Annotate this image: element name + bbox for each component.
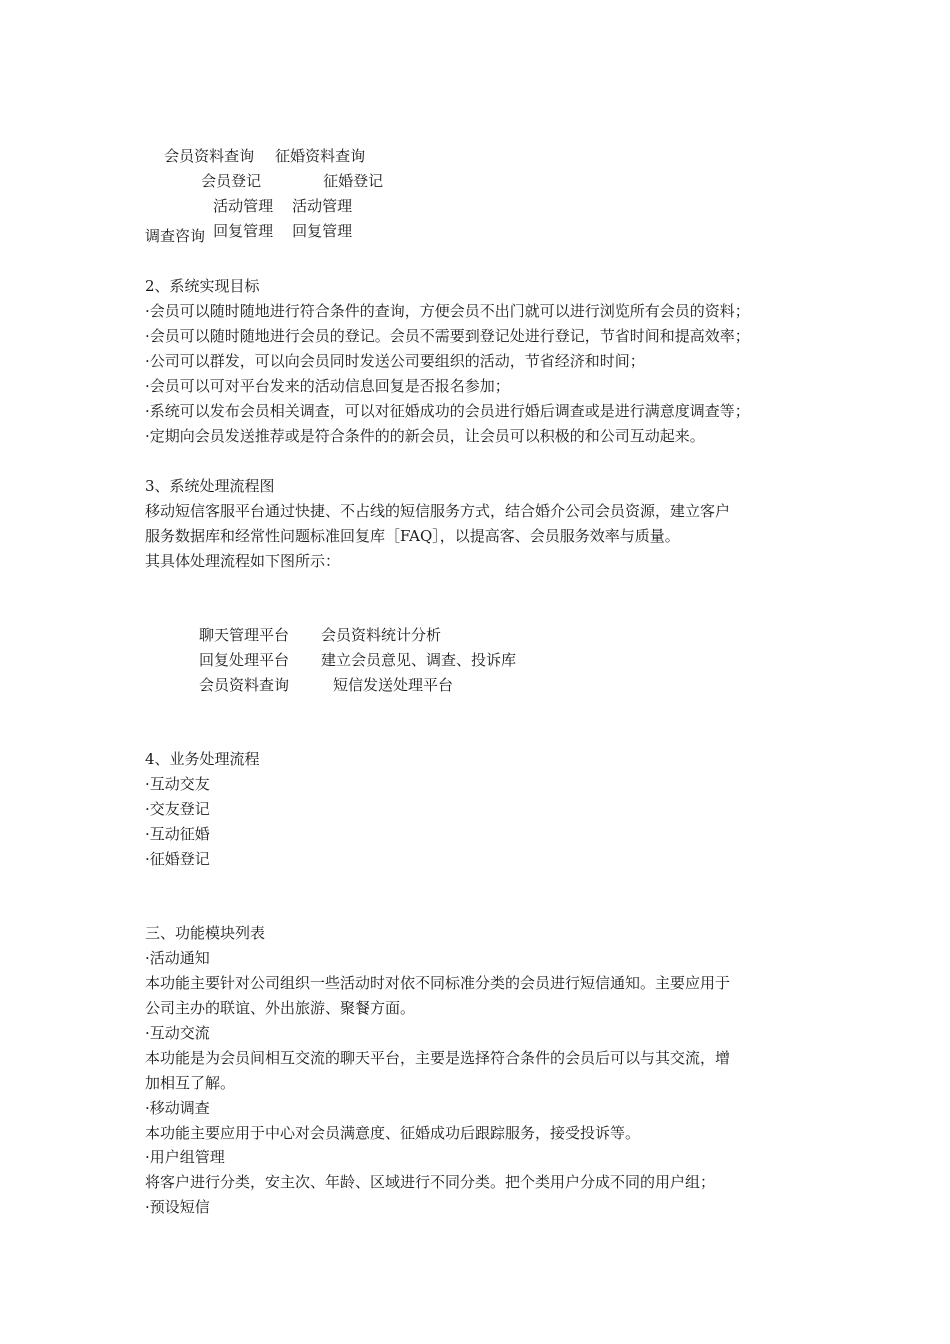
section-3-paragraph-line: 服务数据库和经常性问题标准回复库［FAQ］，以提高客、会员服务效率与质量。 [145,527,680,545]
module-desc-line: 加相互了解。 [145,1074,236,1092]
goal-bullet: ·定期向会员发送推荐或是符合条件的的新会员，让会员可以积极的和公司互动起来。 [145,427,705,445]
menu-item-marriage-query: 征婚资料查询 [275,147,366,165]
module-title-mobile-survey: ·移动调查 [145,1099,210,1117]
module-title-activity-notice: ·活动通知 [145,949,210,967]
menu-item-member-query: 会员资料查询 [164,147,255,165]
goal-bullet: ·会员可以随时随地进行符合条件的查询，方便会员不出门就可以进行浏览所有会员的资料； [145,302,750,320]
menu-row-4 [194,201,352,261]
goal-bullet: ·系统可以发布会员相关调查，可以对征婚成功的会员进行婚后调查或是进行满意度调查等； [145,402,750,420]
goal-bullet: ·公司可以群发，可以向会员同时发送公司要组织的活动，节省经济和时间； [145,352,645,370]
process-item: ·互动交友 [145,775,210,793]
menu-item-marriage-register: 征婚登记 [323,172,384,190]
module-desc-line: 将客户进行分类，安主次、年龄、区域进行不同分类。把个类用户分成不同的用户组； [145,1173,716,1191]
module-title-preset-sms: ·预设短信 [145,1198,210,1216]
section-3-paragraph-line: 其具体处理流程如下图所示： [145,552,341,570]
diagram-label-member-stats: 会员资料统计分析 [321,626,442,644]
menu-item-reply-mgmt-a: 回复管理 [213,222,274,240]
module-desc-line: 本功能主要针对公司组织一些活动时对依不同标准分类的会员进行短信通知。主要应用于 [145,974,731,992]
module-desc-line: 公司主办的联谊、外出旅游、聚餐方面。 [145,999,416,1017]
process-item: ·交友登记 [145,800,210,818]
module-title-user-groups: ·用户组管理 [145,1148,225,1166]
menu-item-activity-mgmt-b: 活动管理 [292,197,353,215]
diagram-label-reply-platform: 回复处理平台 [199,651,290,669]
diagram-label-feedback-library: 建立会员意见、调查、投诉库 [321,651,517,669]
module-desc-line: 本功能是为会员间相互交流的聊天平台，主要是选择符合条件的会员后可以与其交流，增 [145,1049,731,1067]
process-item: ·征婚登记 [145,850,210,868]
diagram-label-chat-platform: 聊天管理平台 [199,626,290,644]
section-2-heading: 2、系统实现目标 [145,277,260,295]
menu-item-survey: 调查咨询 [145,227,206,245]
section-3-paragraph-line: 移动短信客服平台通过快捷、不占线的短信服务方式，结合婚介公司会员资源，建立客户 [145,502,731,520]
goal-bullet: ·会员可以随时随地进行会员的登记。会员不需要到登记处进行登记，节省时间和提高效率； [145,327,750,345]
module-title-interaction: ·互动交流 [145,1024,210,1042]
goal-bullet: ·会员可以可对平台发来的活动信息回复是否报名参加； [145,377,510,395]
diagram-label-sms-platform: 短信发送处理平台 [333,676,454,694]
section-3-heading: 3、系统处理流程图 [145,477,275,495]
module-desc-line: 本功能主要应用于中心对会员满意度、征婚成功后跟踪服务，接受投诉等。 [145,1124,641,1142]
diagram-label-member-query: 会员资料查询 [199,676,290,694]
menu-item-member-register: 会员登记 [201,172,262,190]
process-item: ·互动征婚 [145,825,210,843]
section-4-heading: 4、业务处理流程 [145,750,260,768]
menu-item-reply-mgmt-b: 回复管理 [292,222,353,240]
section-iii-heading: 三、功能模块列表 [145,924,266,942]
menu-item-activity-mgmt-a: 活动管理 [213,197,274,215]
